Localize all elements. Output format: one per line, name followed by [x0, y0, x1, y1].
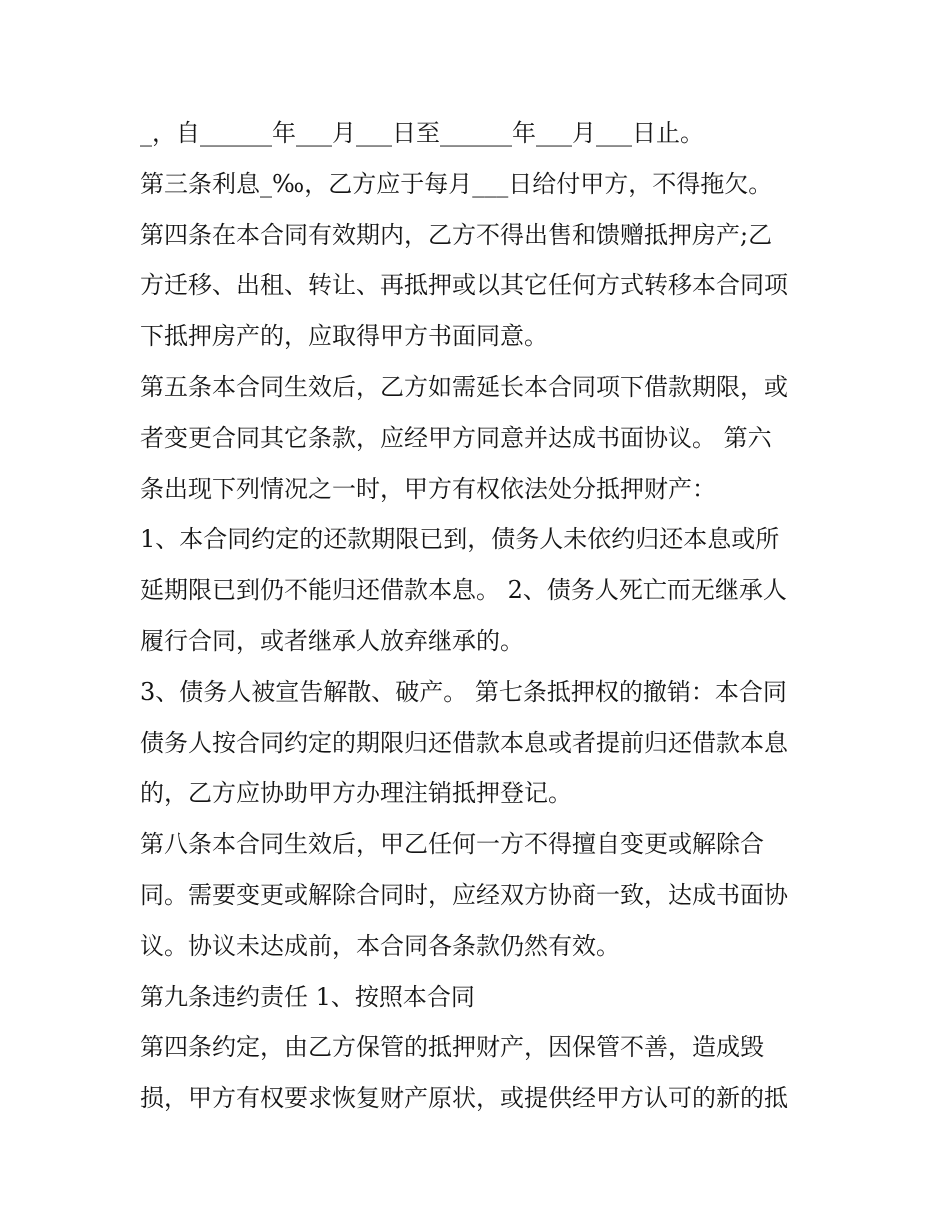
- text-line: 第四条约定，由乙方保管的抵押财产，因保管不善，造成毁: [140, 1033, 764, 1062]
- text-line: 第三条利息_‰，乙方应于每月___日给付甲方，不得拖欠。: [140, 169, 773, 198]
- text-line: 损，甲方有权要求恢复财产原状，或提供经甲方认可的新的抵: [140, 1084, 788, 1113]
- text-line: 第五条本合同生效后，乙方如需延长本合同项下借款期限，或: [140, 372, 788, 401]
- contract-text: [140, 108, 820, 1124]
- text-line: 第八条本合同生效后，甲乙任何一方不得擅自变更或解除合: [140, 830, 764, 859]
- text-line: 的，乙方应协助甲方办理注销抵押登记。: [140, 779, 572, 808]
- text-line: 延期限已到仍不能归还借款本息。 2、债务人死亡而无继承人: [140, 576, 787, 605]
- text-line: 同。需要变更或解除合同时，应经双方协商一致，达成书面协: [140, 880, 788, 909]
- text-line: 3、债务人被宣告解散、破产。 第七条抵押权的撤销：本合同: [140, 677, 787, 706]
- text-line: 方迁移、出租、转让、再抵押或以其它任何方式转移本合同项: [140, 271, 788, 300]
- text-line: 第四条在本合同有效期内，乙方不得出售和馈赠抵押房产;乙: [140, 220, 773, 249]
- text-line: 条出现下列情况之一时，甲方有权依法处分抵押财产：: [140, 474, 716, 503]
- text-line: 下抵押房产的，应取得甲方书面同意。: [140, 322, 548, 351]
- text-line: 履行合同，或者继承人放弃继承的。: [140, 626, 524, 655]
- text-line: 债务人按合同约定的期限归还借款本息或者提前归还借款本息: [140, 728, 788, 757]
- text-line: 第九条违约责任 1、按照本合同: [140, 982, 475, 1011]
- text-line: 者变更合同其它条款，应经甲方同意并达成书面协议。 第六: [140, 423, 772, 452]
- text-line: _，自______年___月___日至______年___月___日止。: [140, 119, 704, 147]
- text-line: 1、本合同约定的还款期限已到，债务人未依约归还本息或所: [140, 525, 780, 554]
- text-line: 议。协议未达成前，本合同各条款仍然有效。: [140, 931, 620, 960]
